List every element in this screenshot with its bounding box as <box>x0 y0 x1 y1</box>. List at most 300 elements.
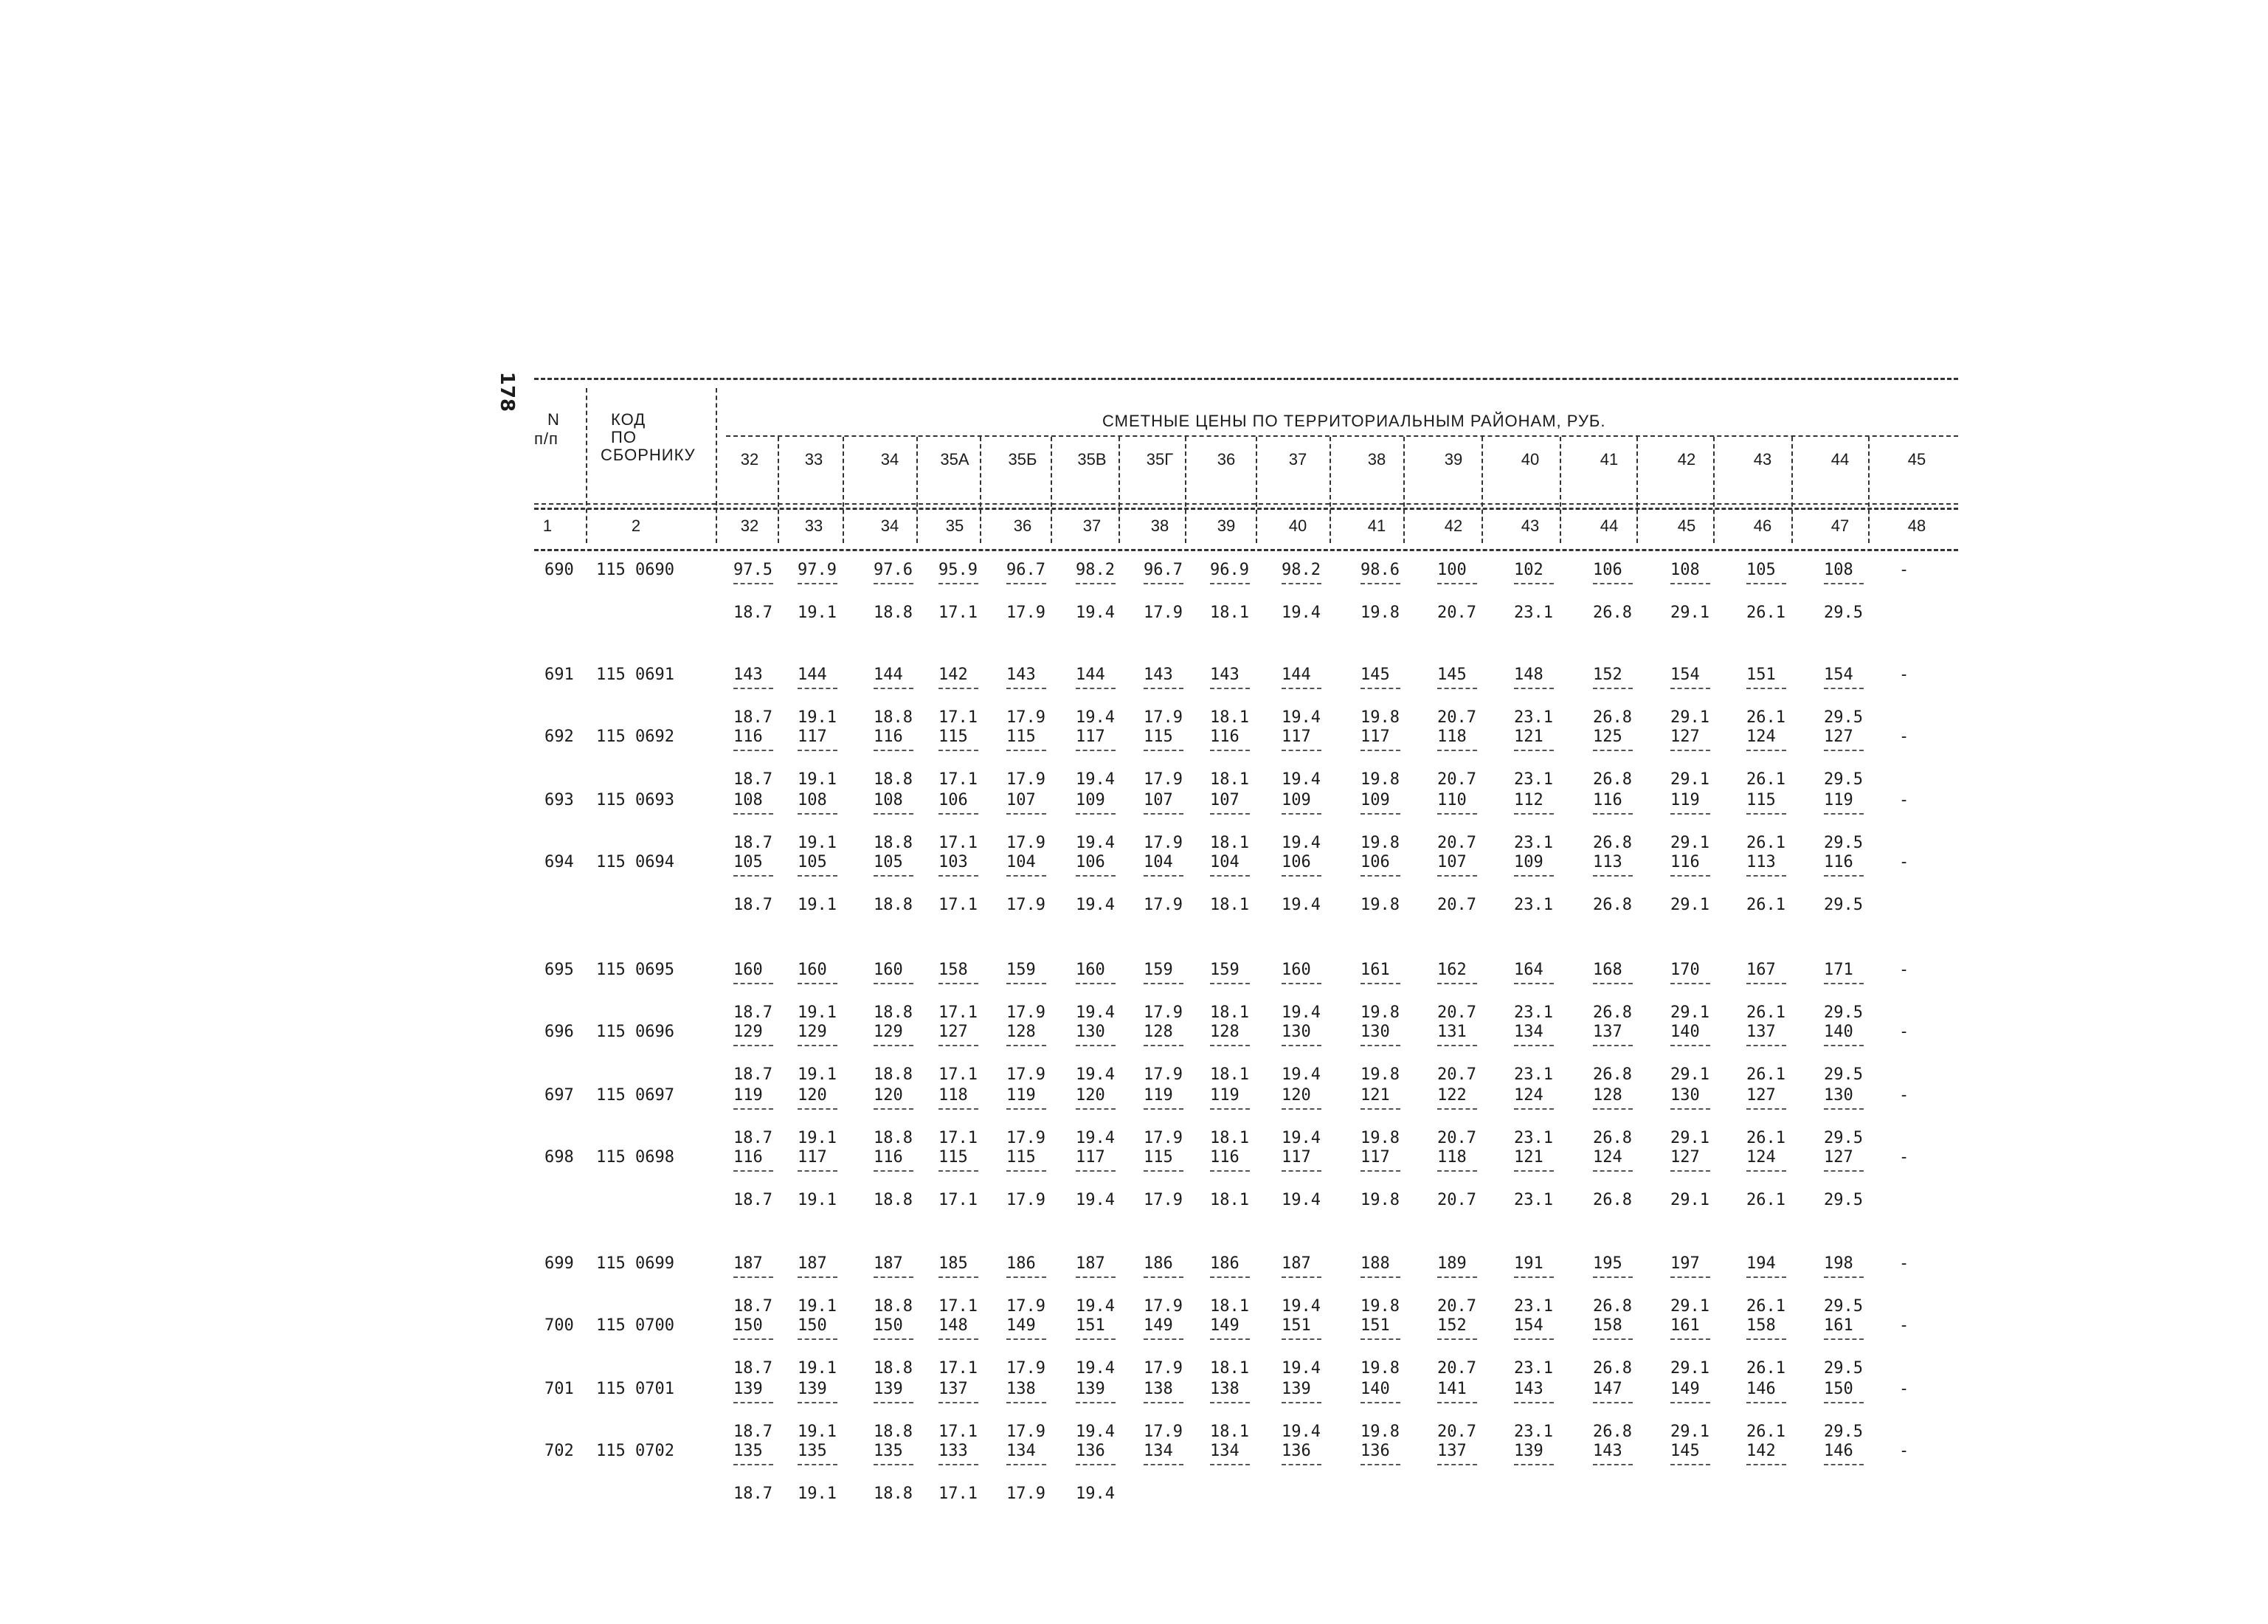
divisor-value: 26.1 <box>1746 1129 1785 1147</box>
price-value: 160 <box>1076 961 1105 979</box>
col-number: 33 <box>804 516 823 535</box>
fraction-line <box>1824 983 1864 984</box>
fraction-line <box>1514 1402 1554 1403</box>
price-value: 119 <box>1824 791 1853 809</box>
fraction-line <box>1144 583 1183 584</box>
fraction-line <box>938 1464 978 1465</box>
price-value: 154 <box>1670 666 1700 684</box>
fraction-line <box>1210 813 1250 815</box>
fraction-line <box>874 583 913 584</box>
divisor-value: 17.9 <box>1144 1129 1183 1147</box>
divisor-value: 19.4 <box>1282 896 1321 914</box>
fraction-line <box>874 1338 913 1340</box>
price-value: 103 <box>938 853 968 871</box>
vsep-code <box>716 388 717 543</box>
price-value: 97.6 <box>874 561 913 579</box>
fraction-line <box>1824 1108 1864 1110</box>
price-value: 98.2 <box>1282 561 1321 579</box>
divisor-value: 18.7 <box>733 834 772 852</box>
divisor-value: 29.1 <box>1670 1065 1709 1084</box>
fraction-line <box>1282 983 1321 984</box>
price-value: 137 <box>1593 1023 1622 1041</box>
price-value: 102 <box>1514 561 1543 579</box>
divisor-value: 19.8 <box>1361 1297 1400 1316</box>
fraction-line <box>1282 1108 1321 1110</box>
price-value: 145 <box>1670 1442 1700 1460</box>
fraction-line <box>1437 1464 1477 1465</box>
divisor-value: 19.1 <box>798 1485 837 1503</box>
fraction-line <box>1593 1338 1633 1340</box>
divisor-value: 17.9 <box>1144 708 1183 727</box>
divisor-value: 18.8 <box>874 770 913 789</box>
fraction-line <box>733 1338 773 1340</box>
col-number: 1 <box>542 516 553 535</box>
fraction-line <box>1824 1045 1864 1046</box>
fraction-line <box>1144 1108 1183 1110</box>
divisor-value: 19.4 <box>1282 834 1321 852</box>
divisor-value: 17.9 <box>1144 1359 1183 1378</box>
divisor-value: 23.1 <box>1514 604 1553 622</box>
price-value: 134 <box>1210 1442 1240 1460</box>
fraction-line <box>1076 1338 1116 1340</box>
fraction-line <box>733 688 773 689</box>
divisor-value: 23.1 <box>1514 708 1553 727</box>
fraction-line <box>798 750 837 751</box>
divisor-value: 19.4 <box>1282 1423 1321 1441</box>
divisor-value: 18.1 <box>1210 1297 1249 1316</box>
divisor-value: 17.9 <box>1006 1003 1045 1022</box>
price-value: 130 <box>1824 1086 1853 1105</box>
fraction-line <box>1824 1276 1864 1278</box>
divisor-value: 17.9 <box>1006 1065 1045 1084</box>
price-value: 135 <box>874 1442 903 1460</box>
divisor-value: 17.1 <box>938 708 978 727</box>
fraction-line <box>1144 813 1183 815</box>
divisor-value: 18.8 <box>874 604 913 622</box>
district-code: 44 <box>1830 450 1850 469</box>
divisor-value: 26.1 <box>1746 770 1785 789</box>
divisor-value: 29.5 <box>1824 1423 1863 1441</box>
fraction-line <box>1076 1108 1116 1110</box>
price-value: 191 <box>1514 1254 1543 1273</box>
price-value: 144 <box>798 666 827 684</box>
col-number: 2 <box>631 516 641 535</box>
divisor-value: 17.1 <box>938 604 978 622</box>
price-value: 100 <box>1437 561 1467 579</box>
col-number: 41 <box>1367 516 1386 535</box>
fraction-line <box>1361 750 1400 751</box>
price-value: 119 <box>1210 1086 1240 1105</box>
price-value: 115 <box>1144 728 1173 746</box>
fraction-line <box>1144 1045 1183 1046</box>
fraction-line <box>1006 1170 1046 1172</box>
price-value: 98.6 <box>1361 561 1400 579</box>
fraction-line <box>938 1170 978 1172</box>
price-value: 149 <box>1210 1316 1240 1335</box>
divisor-value: 29.1 <box>1670 1359 1709 1378</box>
price-value: 107 <box>1437 853 1467 871</box>
fraction-line <box>1670 1276 1710 1278</box>
fraction-line <box>1076 1276 1116 1278</box>
fraction-line <box>1593 750 1633 751</box>
divisor-value: 19.4 <box>1076 1297 1115 1316</box>
price-value: 187 <box>874 1254 903 1273</box>
fraction-line <box>1514 583 1554 584</box>
price-value: 130 <box>1076 1023 1105 1041</box>
price-value: 109 <box>1282 791 1311 809</box>
fraction-line <box>733 1108 773 1110</box>
price-value: 161 <box>1824 1316 1853 1335</box>
fraction-line <box>874 1402 913 1403</box>
fraction-line <box>938 750 978 751</box>
fraction-line <box>1670 688 1710 689</box>
price-value: 125 <box>1593 728 1622 746</box>
price-value: 109 <box>1514 853 1543 871</box>
price-value: 113 <box>1746 853 1776 871</box>
divisor-value: 18.1 <box>1210 896 1249 914</box>
fraction-line <box>1593 1402 1633 1403</box>
fraction-line <box>1006 983 1046 984</box>
price-value: 116 <box>1210 1148 1240 1167</box>
vsep-district <box>1403 437 1405 543</box>
price-value: 139 <box>874 1380 903 1398</box>
price-value: 120 <box>874 1086 903 1105</box>
fraction-line <box>874 1045 913 1046</box>
fraction-line <box>1746 750 1786 751</box>
header-bottom-rule <box>534 508 1958 510</box>
fraction-line <box>1361 1045 1400 1046</box>
price-value: 154 <box>1824 666 1853 684</box>
fraction-line <box>1514 813 1554 815</box>
fraction-line <box>874 1108 913 1110</box>
row-dash: - <box>1899 791 1909 809</box>
price-value: 146 <box>1746 1380 1776 1398</box>
price-value: 129 <box>874 1023 903 1041</box>
price-value: 129 <box>798 1023 827 1041</box>
fraction-line <box>1670 1464 1710 1465</box>
fraction-line <box>874 813 913 815</box>
fraction-line <box>1746 1402 1786 1403</box>
code-label-3: СБОРНИКУ <box>601 446 696 464</box>
price-value: 117 <box>1361 728 1390 746</box>
price-value: 198 <box>1824 1254 1853 1273</box>
divisor-value: 29.5 <box>1824 1191 1863 1209</box>
price-value: 139 <box>1514 1442 1543 1460</box>
divisor-value: 17.9 <box>1144 1423 1183 1441</box>
fraction-line <box>733 583 773 584</box>
divisor-value: 18.8 <box>874 1003 913 1022</box>
price-value: 129 <box>733 1023 763 1041</box>
fraction-line <box>733 750 773 751</box>
price-value: 150 <box>874 1316 903 1335</box>
divisor-value: 23.1 <box>1514 1191 1553 1209</box>
price-value: 108 <box>798 791 827 809</box>
divisor-value: 17.9 <box>1006 834 1045 852</box>
divisor-value: 26.1 <box>1746 834 1785 852</box>
fraction-line <box>1593 1464 1633 1465</box>
district-code: 35Б <box>1008 450 1037 469</box>
fraction-line <box>1437 1170 1477 1172</box>
fraction-line <box>1670 875 1710 877</box>
fraction-line <box>1437 875 1477 877</box>
fraction-line <box>798 875 837 877</box>
price-value: 194 <box>1746 1254 1776 1273</box>
row-dash: - <box>1899 728 1909 746</box>
fraction-line <box>733 813 773 815</box>
fraction-line <box>733 1170 773 1172</box>
divisor-value: 26.1 <box>1746 604 1785 622</box>
fraction-line <box>798 1402 837 1403</box>
divisor-value: 19.4 <box>1282 770 1321 789</box>
price-value: 138 <box>1210 1380 1240 1398</box>
divisor-value: 26.1 <box>1746 708 1785 727</box>
fraction-line <box>798 1108 837 1110</box>
fraction-line <box>1824 688 1864 689</box>
fraction-line <box>1006 1045 1046 1046</box>
price-value: 145 <box>1437 666 1467 684</box>
fraction-line <box>1746 1170 1786 1172</box>
divisor-value: 26.8 <box>1593 1359 1632 1378</box>
divisor-value: 20.7 <box>1437 896 1476 914</box>
fraction-line <box>1210 1045 1250 1046</box>
price-value: 136 <box>1076 1442 1105 1460</box>
fraction-line <box>1670 983 1710 984</box>
col-number: 40 <box>1288 516 1307 535</box>
row-code: 115 0697 <box>596 1086 674 1105</box>
divisor-value: 17.1 <box>938 1297 978 1316</box>
col-number: 45 <box>1677 516 1696 535</box>
divisor-value: 26.1 <box>1746 1191 1785 1209</box>
fraction-line <box>874 875 913 877</box>
price-value: 137 <box>1437 1442 1467 1460</box>
divisor-value: 17.1 <box>938 896 978 914</box>
price-value: 104 <box>1210 853 1240 871</box>
divisor-value: 19.4 <box>1282 1065 1321 1084</box>
price-value: 186 <box>1006 1254 1036 1273</box>
divisor-value: 17.1 <box>938 770 978 789</box>
price-value: 152 <box>1437 1316 1467 1335</box>
divisor-value: 19.4 <box>1076 1129 1115 1147</box>
fraction-line <box>1144 750 1183 751</box>
price-value: 148 <box>1514 666 1543 684</box>
price-value: 185 <box>938 1254 968 1273</box>
divisor-value: 19.1 <box>798 834 837 852</box>
price-value: 151 <box>1282 1316 1311 1335</box>
price-value: 119 <box>733 1086 763 1105</box>
divisor-value: 29.5 <box>1824 834 1863 852</box>
price-value: 96.9 <box>1210 561 1249 579</box>
fraction-line <box>1144 875 1183 877</box>
price-value: 151 <box>1361 1316 1390 1335</box>
divisor-value: 19.1 <box>798 1359 837 1378</box>
code-label-1: КОД <box>611 410 646 429</box>
divisor-value: 23.1 <box>1514 1129 1553 1147</box>
fraction-line <box>1593 983 1633 984</box>
divisor-value: 29.5 <box>1824 1359 1863 1378</box>
fraction-line <box>1210 1338 1250 1340</box>
price-value: 143 <box>1210 666 1240 684</box>
divisor-value: 19.8 <box>1361 1423 1400 1441</box>
vsep-district <box>1482 437 1483 543</box>
price-value: 117 <box>1076 728 1105 746</box>
page-number: 178 <box>496 371 519 412</box>
divisor-value: 20.7 <box>1437 708 1476 727</box>
fraction-line <box>1670 1045 1710 1046</box>
fraction-line <box>874 983 913 984</box>
price-value: 108 <box>1670 561 1700 579</box>
fraction-line <box>1282 813 1321 815</box>
fraction-line <box>1076 1045 1116 1046</box>
row-number: 695 <box>544 961 574 979</box>
price-value: 106 <box>1593 561 1622 579</box>
divisor-value: 19.8 <box>1361 770 1400 789</box>
divisor-value: 19.8 <box>1361 1065 1400 1084</box>
fraction-line <box>1824 875 1864 877</box>
row-number: 702 <box>544 1442 574 1460</box>
divisor-value: 26.8 <box>1593 604 1632 622</box>
divisor-value: 18.8 <box>874 1359 913 1378</box>
fraction-line <box>733 1464 773 1465</box>
price-value: 108 <box>874 791 903 809</box>
price-value: 98.2 <box>1076 561 1115 579</box>
divisor-value: 19.1 <box>798 1129 837 1147</box>
divisor-value: 19.1 <box>798 896 837 914</box>
row-dash: - <box>1899 961 1909 979</box>
fraction-line <box>1824 583 1864 584</box>
divisor-value: 18.1 <box>1210 1129 1249 1147</box>
price-value: 133 <box>938 1442 968 1460</box>
divisor-value: 29.5 <box>1824 1003 1863 1022</box>
row-dash: - <box>1899 1023 1909 1041</box>
divisor-value: 18.1 <box>1210 1003 1249 1022</box>
divisor-value: 17.1 <box>938 1485 978 1503</box>
price-value: 110 <box>1437 791 1467 809</box>
price-value: 187 <box>1282 1254 1311 1273</box>
fraction-line <box>1746 1464 1786 1465</box>
price-value: 143 <box>1593 1442 1622 1460</box>
divisor-value: 19.4 <box>1076 1359 1115 1378</box>
divisor-value: 29.5 <box>1824 1129 1863 1147</box>
divisor-value: 20.7 <box>1437 770 1476 789</box>
price-value: 115 <box>1144 1148 1173 1167</box>
divisor-value: 19.4 <box>1076 834 1115 852</box>
price-value: 149 <box>1144 1316 1173 1335</box>
fraction-line <box>1144 1170 1183 1172</box>
divisor-value: 20.7 <box>1437 834 1476 852</box>
price-value: 139 <box>1282 1380 1311 1398</box>
fraction-line <box>1437 1402 1477 1403</box>
row-code: 115 0698 <box>596 1148 674 1167</box>
fraction-line <box>1282 1464 1321 1465</box>
price-value: 149 <box>1670 1380 1700 1398</box>
col-number: 39 <box>1217 516 1236 535</box>
divisor-value: 17.9 <box>1006 1485 1045 1503</box>
divisor-value: 19.1 <box>798 770 837 789</box>
row-code: 115 0695 <box>596 961 674 979</box>
divisor-value: 20.7 <box>1437 1359 1476 1378</box>
divisor-value: 19.1 <box>798 1191 837 1209</box>
district-code: 36 <box>1217 450 1236 469</box>
divisor-value: 17.1 <box>938 1191 978 1209</box>
price-value: 188 <box>1361 1254 1390 1273</box>
price-value: 128 <box>1210 1023 1240 1041</box>
fraction-line <box>1437 1276 1477 1278</box>
fraction-line <box>1144 1464 1183 1465</box>
colnum-rule <box>534 503 1958 505</box>
price-value: 107 <box>1006 791 1036 809</box>
fraction-line <box>1210 875 1250 877</box>
fraction-line <box>1514 688 1554 689</box>
divisor-value: 18.1 <box>1210 1423 1249 1441</box>
fraction-line <box>1210 750 1250 751</box>
fraction-line <box>1824 1338 1864 1340</box>
price-value: 119 <box>1144 1086 1173 1105</box>
price-value: 143 <box>733 666 763 684</box>
divisor-value: 18.7 <box>733 1065 772 1084</box>
fraction-line <box>1437 983 1477 984</box>
divisor-value: 19.4 <box>1076 896 1115 914</box>
divisor-value: 29.1 <box>1670 708 1709 727</box>
row-dash: - <box>1899 853 1909 871</box>
price-value: 127 <box>1746 1086 1776 1105</box>
col-number: 35 <box>945 516 964 535</box>
fraction-line <box>1282 583 1321 584</box>
price-value: 120 <box>1282 1086 1311 1105</box>
fraction-line <box>1210 1108 1250 1110</box>
divisor-value: 23.1 <box>1514 896 1553 914</box>
price-value: 116 <box>1593 791 1622 809</box>
price-value: 189 <box>1437 1254 1467 1273</box>
price-value: 104 <box>1006 853 1036 871</box>
fraction-line <box>874 1170 913 1172</box>
col-number: 47 <box>1830 516 1850 535</box>
colnum-bottom-rule <box>534 549 1958 551</box>
fraction-line <box>1361 813 1400 815</box>
price-value: 158 <box>1746 1316 1776 1335</box>
price-value: 158 <box>938 961 968 979</box>
price-value: 134 <box>1514 1023 1543 1041</box>
fraction-line <box>1437 583 1477 584</box>
col-number: 37 <box>1082 516 1102 535</box>
row-number: 694 <box>544 853 574 871</box>
fraction-line <box>798 1276 837 1278</box>
price-value: 96.7 <box>1006 561 1045 579</box>
price-value: 116 <box>1670 853 1700 871</box>
divisor-value: 18.1 <box>1210 1191 1249 1209</box>
row-code: 115 0701 <box>596 1380 674 1398</box>
divisor-value: 19.1 <box>798 1423 837 1441</box>
price-value: 117 <box>1361 1148 1390 1167</box>
fraction-line <box>1593 583 1633 584</box>
price-value: 150 <box>798 1316 827 1335</box>
price-value: 118 <box>1437 728 1467 746</box>
divisor-value: 18.1 <box>1210 604 1249 622</box>
price-value: 131 <box>1437 1023 1467 1041</box>
fraction-line <box>1076 875 1116 877</box>
divisor-value: 29.5 <box>1824 770 1863 789</box>
price-value: 140 <box>1361 1380 1390 1398</box>
col-number: 43 <box>1521 516 1540 535</box>
divisor-value: 17.9 <box>1006 1297 1045 1316</box>
fraction-line <box>1210 1276 1250 1278</box>
vsep-district <box>778 437 779 543</box>
divisor-value: 26.1 <box>1746 1065 1785 1084</box>
price-value: 150 <box>733 1316 763 1335</box>
price-value: 159 <box>1210 961 1240 979</box>
fraction-line <box>1746 1338 1786 1340</box>
divisor-value: 18.1 <box>1210 708 1249 727</box>
fraction-line <box>1824 1170 1864 1172</box>
